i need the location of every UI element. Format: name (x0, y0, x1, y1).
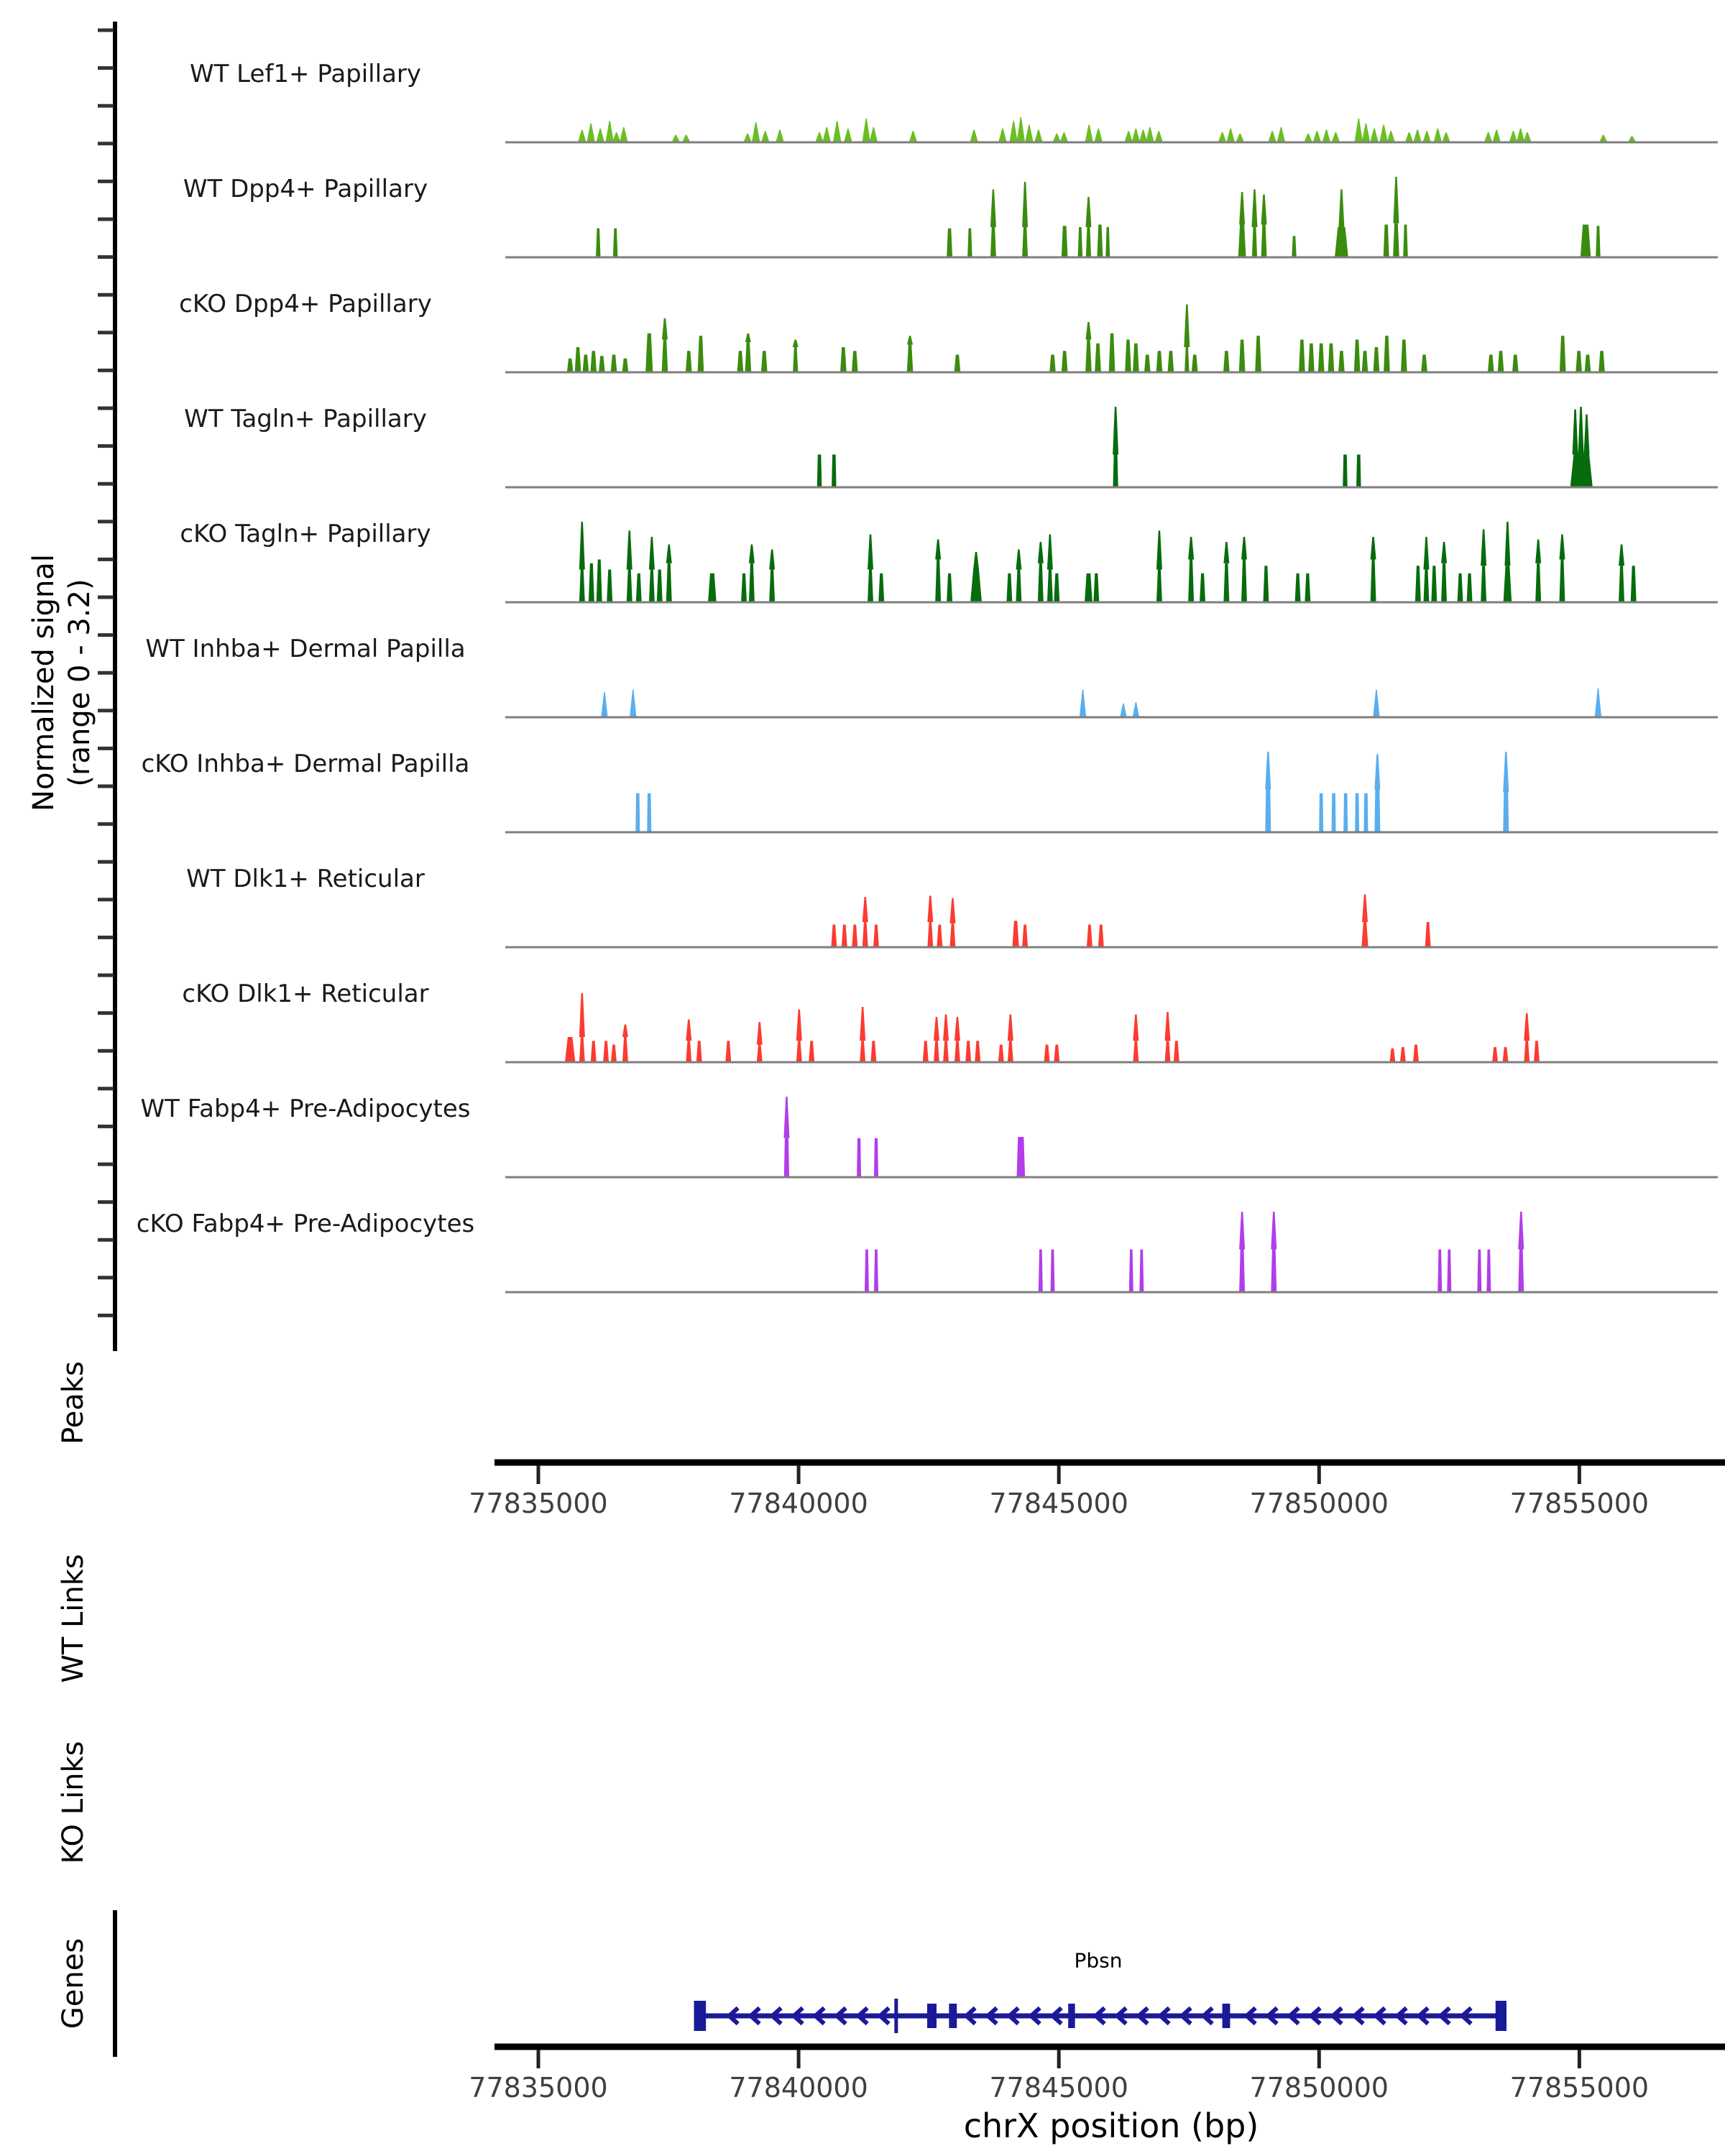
track-label-0: WT Lef1+ Papillary (189, 60, 422, 88)
track-label-8: cKO Dlk1+ Reticular (182, 980, 429, 1008)
peaks-axis-tick-label-3: 77850000 (1249, 1488, 1389, 1519)
track-0-signal (505, 117, 1718, 142)
track-1-signal (505, 177, 1718, 257)
bottom-axis-tick-label-1: 77840000 (729, 2072, 868, 2104)
track-label-3: WT Tagln+ Papillary (184, 405, 427, 433)
peaks-x-axis (494, 1462, 1725, 1484)
track-3-signal (505, 407, 1718, 487)
track-7-signal (505, 895, 1718, 948)
track-2-signal (505, 305, 1718, 373)
gene-name-label: Pbsn (1074, 1948, 1123, 1973)
track-label-1: WT Dpp4+ Papillary (183, 175, 428, 203)
y-axis-label (26, 554, 98, 811)
track-label-7: WT Dlk1+ Reticular (186, 865, 425, 893)
section-label-wt-links: WT Links (57, 1554, 90, 1683)
bottom-axis-tick-label-3: 77850000 (1249, 2072, 1389, 2104)
peaks-axis-tick-label-0: 77835000 (469, 1488, 608, 1519)
peaks-axis-tick-label-1: 77840000 (729, 1488, 868, 1519)
track-5-signal (505, 688, 1718, 717)
track-label-6: cKO Inhba+ Dermal Papilla (141, 750, 470, 778)
y-axis-ticks (98, 30, 114, 1315)
bottom-axis-tick-label-0: 77835000 (469, 2072, 608, 2104)
track-9-signal (505, 1097, 1718, 1177)
track-8-signal (505, 993, 1718, 1062)
peaks-axis-tick-label-4: 77855000 (1509, 1488, 1650, 1519)
track-label-4: cKO Tagln+ Papillary (180, 520, 431, 548)
track-label-5: WT Inhba+ Dermal Papilla (145, 635, 466, 663)
y-axis-label-line1: Normalized signal (27, 554, 60, 811)
bottom-axis-tick-label-4: 77855000 (1509, 2072, 1650, 2104)
peaks-axis-tick-label-2: 77845000 (989, 1488, 1128, 1519)
track-4-signal (505, 522, 1718, 602)
track-10-signal (505, 1212, 1718, 1292)
section-label-genes: Genes (57, 1938, 90, 2030)
track-label-2: cKO Dpp4+ Papillary (179, 290, 432, 318)
track-label-10: cKO Fabp4+ Pre-Adipocytes (136, 1210, 475, 1238)
section-label-peaks: Peaks (57, 1361, 90, 1445)
track-6-signal (505, 752, 1718, 832)
y-axis-label-line2: (range 0 - 3.2) (63, 579, 96, 787)
gene-model-Pbsn (694, 1999, 1506, 2033)
track-label-9: WT Fabp4+ Pre-Adipocytes (140, 1095, 471, 1123)
bottom-axis-tick-label-2: 77845000 (989, 2072, 1128, 2104)
bottom-x-axis (494, 2047, 1725, 2068)
x-axis-title: chrX position (bp) (963, 2106, 1259, 2145)
section-label-ko-links: KO Links (57, 1741, 90, 1864)
